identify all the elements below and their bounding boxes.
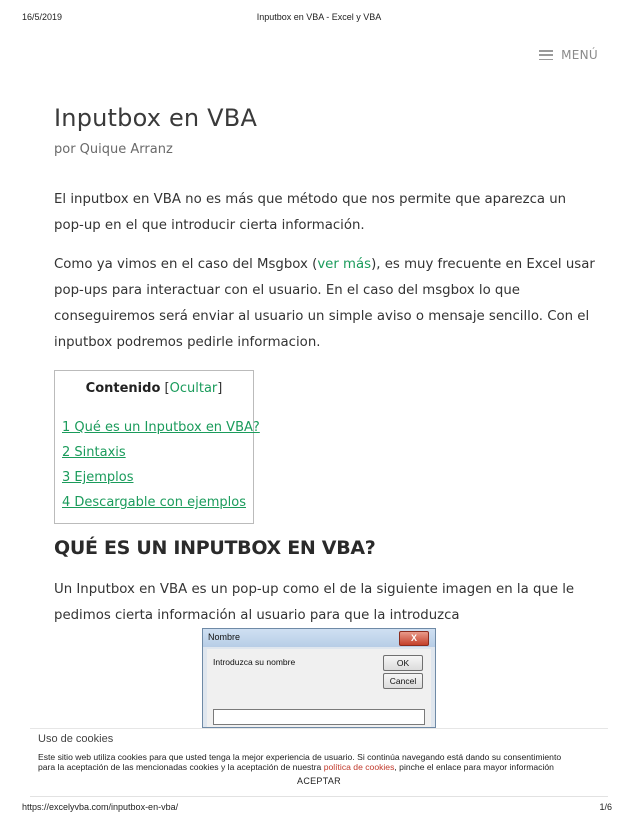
dialog-input bbox=[213, 709, 425, 725]
print-date: 16/5/2019 bbox=[22, 12, 63, 22]
print-url: https://excelyvba.com/inputbox-en-vba/ bbox=[22, 802, 179, 812]
intro-line-1: El inputbox en VBA no es más que método que nos permite que aparezca un bbox=[54, 192, 567, 207]
toc-heading: Contenido bbox=[85, 381, 161, 396]
p2-line-2: pop-ups para interactuar con el usuario. En el caso del msgbox lo que bbox=[54, 283, 520, 298]
toc-header bbox=[55, 381, 253, 396]
dialog-title: Nombre bbox=[208, 632, 241, 642]
hamburger-icon bbox=[539, 50, 553, 60]
section-paragraph bbox=[54, 577, 614, 629]
msgbox-paragraph bbox=[54, 252, 614, 356]
dialog-titlebar bbox=[203, 629, 435, 647]
page-title: Inputbox en VBA bbox=[54, 104, 258, 132]
intro-paragraph bbox=[54, 187, 614, 239]
dialog-prompt: Introduzca su nombre bbox=[213, 657, 296, 667]
cookie-text-line-1: Este sitio web utiliza cookies para que usted tenga la mejor experiencia de usuario. Si continúa navegando está dando su consentimiento bbox=[38, 752, 562, 762]
cookie-accept-button[interactable] bbox=[30, 776, 608, 786]
cookie-policy-link[interactable]: política de cookies bbox=[323, 762, 395, 772]
cookie-banner bbox=[30, 728, 608, 795]
p2-text-b: ), es muy frecuente en Excel usar bbox=[371, 257, 595, 272]
toc-toggle-link[interactable]: Ocultar bbox=[169, 381, 218, 396]
section-line-2: pedimos cierta información al usuario para que la introduzca bbox=[54, 608, 460, 623]
toc-item-descargable[interactable]: 4 Descargable con ejemplos bbox=[62, 495, 246, 510]
toc-bracket-close: ] bbox=[217, 381, 223, 396]
intro-line-2: pop-up en el que introducir cierta información. bbox=[54, 218, 365, 233]
toc-item-que-es[interactable]: 1 Qué es un Inputbox en VBA? bbox=[62, 420, 260, 435]
print-title: Inputbox en VBA - Excel y VBA bbox=[256, 12, 382, 22]
p2-line-3: conseguiremos será enviar al usuario un simple aviso o mensaje sencillo. Con el bbox=[54, 309, 590, 324]
byline: por Quique Arranz bbox=[54, 142, 173, 157]
cookie-text-line-2a: para la aceptación de las mencionadas cookies y la aceptación de nuestra bbox=[38, 762, 324, 772]
section-heading: QUÉ ES UN INPUTBOX EN VBA? bbox=[54, 537, 376, 559]
section-line-1: Un Inputbox en VBA es un pop-up como el de la siguiente imagen en la que le bbox=[54, 582, 575, 597]
footer-divider bbox=[30, 796, 608, 797]
close-icon: X bbox=[399, 631, 429, 646]
p2-text-a: Como ya vimos en el caso del Msgbox ( bbox=[54, 257, 318, 272]
dialog-ok-button: OK bbox=[383, 655, 423, 671]
cookie-text bbox=[38, 752, 613, 772]
p2-line-4: inputbox podremos pedirle informacion. bbox=[54, 335, 321, 350]
inputbox-dialog-image bbox=[202, 628, 436, 728]
cookie-text-line-2b: , pinche el enlace para mayor información bbox=[394, 762, 554, 772]
menu-button[interactable] bbox=[539, 48, 598, 62]
dialog-body bbox=[207, 649, 431, 727]
menu-label: MENÚ bbox=[561, 48, 598, 62]
toc-item-ejemplos[interactable]: 3 Ejemplos bbox=[62, 470, 134, 485]
print-page-number: 1/6 bbox=[599, 802, 612, 812]
cookie-accept-label: ACEPTAR bbox=[297, 776, 341, 786]
table-of-contents bbox=[54, 370, 260, 524]
dialog-cancel-button: Cancel bbox=[383, 673, 423, 689]
cookie-title: Uso de cookies bbox=[38, 733, 114, 745]
toc-item-sintaxis[interactable]: 2 Sintaxis bbox=[62, 445, 126, 460]
toc-bracket-open: [ bbox=[164, 381, 170, 396]
ver-mas-link[interactable]: ver más bbox=[317, 257, 372, 272]
